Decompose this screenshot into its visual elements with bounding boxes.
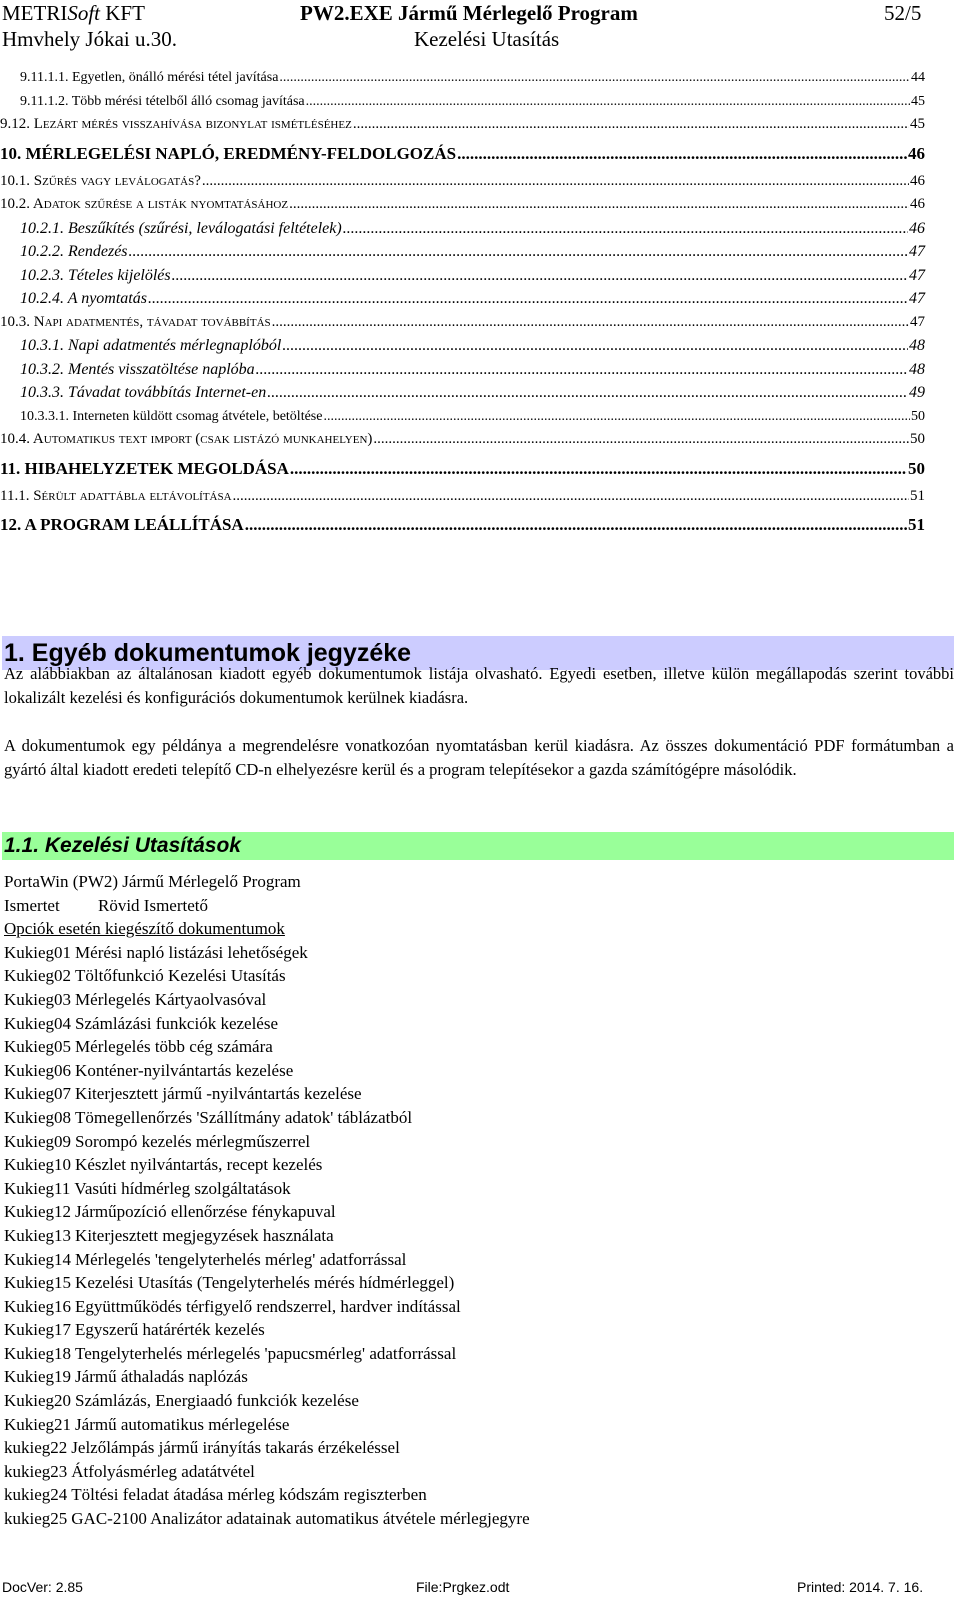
toc-entry-page: 47	[909, 266, 925, 284]
list-item	[4, 1012, 704, 1036]
document-code: Kukieg15	[4, 1273, 72, 1293]
toc-entry-page: 45	[911, 93, 925, 109]
list-item	[4, 964, 704, 988]
list-item	[4, 1224, 704, 1248]
document-code: kukieg23	[4, 1461, 68, 1481]
document-code: Kukieg19	[4, 1367, 72, 1387]
document-title: GAC-2100 Analizátor adatainak automatikus átvétele mérlegjegyre	[71, 1509, 530, 1529]
document-title: Vasúti hídmérleg szolgáltatások	[74, 1178, 291, 1198]
toc-entry[interactable]	[0, 358, 940, 382]
options-title: Opciók esetén kiegészítő dokumentumok	[4, 919, 285, 939]
list-item	[4, 1507, 704, 1531]
toc-entry-page: 46	[910, 172, 925, 189]
toc-entry[interactable]	[0, 452, 940, 485]
toc-entry-page: 50	[908, 458, 925, 478]
document-code: Kukieg02	[4, 966, 72, 986]
document-code: Kukieg16	[4, 1296, 72, 1316]
document-title: Járműpozíció ellenőrzése fénykapuval	[75, 1202, 336, 1222]
toc-dot-leader	[267, 381, 908, 405]
table-of-contents	[0, 66, 960, 541]
section-1-paragraph-2: A dokumentumok egy példánya a megrendelésre vonatkozóan nyomtatásban kerül kiadásra. Az összes dokumentáció PDF formátumban a gyártó által kiadott eredeti telepítő CD-n elhelyezésre kerül és a program telepítésekor a gazda számítógépre másolódik.	[4, 736, 954, 779]
document-code: Kukieg14	[4, 1249, 72, 1269]
document-title: Mérlegelés több cég számára	[75, 1037, 273, 1057]
toc-entry[interactable]	[0, 428, 940, 452]
toc-entry[interactable]	[0, 381, 940, 405]
toc-dot-leader	[373, 428, 909, 452]
toc-entry[interactable]	[0, 170, 940, 194]
document-code: Kukieg10	[4, 1155, 72, 1175]
list-item	[4, 1271, 704, 1295]
toc-entry-page: 46	[908, 143, 925, 163]
list-item	[4, 1460, 704, 1484]
document-title: Kezelési Utasítás (Tengelyterhelés mérés hídmérleggel)	[75, 1273, 455, 1293]
list-item	[4, 1177, 704, 1201]
list-item	[4, 1106, 704, 1130]
list-item	[4, 1248, 704, 1272]
section-1-paragraph-1: Az alábbiakban az általánosan kiadott egyéb dokumentumok listája olvasható. Egyedi esetben, illetve külön megállapodás szerint további lokalizált kezelési és konfigurációs dokumentumok kerülnek kiadásra.	[4, 664, 954, 707]
toc-dot-leader	[233, 485, 909, 509]
toc-dot-leader	[272, 311, 909, 335]
toc-entry-page: 48	[909, 337, 925, 354]
toc-dot-leader	[129, 240, 908, 264]
section-heading-1: 1. Egyéb dokumentumok jegyzéke	[2, 636, 954, 670]
list-item	[4, 941, 704, 965]
document-title: Jármű áthaladás naplózás	[75, 1367, 248, 1387]
toc-dot-leader	[323, 405, 910, 429]
toc-entry-page: 50	[910, 431, 925, 447]
header-address: Hmvhely Jókai u.30.	[2, 27, 177, 51]
toc-entry[interactable]	[0, 405, 940, 429]
toc-entry-label: 10.3.3. Távadat továbbítás Internet-en	[20, 384, 267, 401]
document-title: Tengelyterhelés mérlegelés 'papucsmérleg' adatforrással	[75, 1343, 457, 1363]
document-code: Kukieg18	[4, 1343, 72, 1363]
document-title: Átfolyásmérleg adatátvétel	[71, 1461, 255, 1481]
document-code: Kukieg05	[4, 1037, 72, 1057]
toc-dot-leader	[306, 90, 910, 114]
document-code: kukieg24	[4, 1485, 68, 1505]
list-item: Ismertet Rövid Ismertető	[4, 895, 209, 915]
toc-entry[interactable]	[0, 311, 940, 335]
list-item	[4, 1153, 704, 1177]
document-title: Egyszerű határérték kezelés	[75, 1320, 265, 1340]
toc-entry-label: 10.3.2. Mentés visszatöltése naplóba	[20, 360, 255, 378]
toc-entry-page: 51	[910, 487, 925, 504]
toc-dot-leader	[343, 217, 908, 241]
toc-dot-leader	[289, 193, 909, 217]
document-title: Töltőfunkció Kezelési Utasítás	[75, 966, 286, 986]
toc-dot-leader	[148, 287, 908, 311]
toc-entry-label: 10.2.1. Beszűkítés (szűrési, leválogatási feltételek)	[20, 219, 342, 237]
toc-entry-label: 10. MÉRLEGELÉSI NAPLÓ, EREDMÉNY-FELDOLGOZÁS	[0, 143, 457, 163]
document-code: Kukieg06	[4, 1060, 72, 1080]
toc-entry[interactable]	[0, 334, 940, 358]
document-code: kukieg25	[4, 1509, 68, 1529]
document-title: Konténer-nyilvántartás kezelése	[75, 1060, 294, 1080]
list-item	[4, 1318, 704, 1342]
toc-entry[interactable]	[0, 508, 940, 541]
toc-entry[interactable]	[0, 137, 940, 170]
header-company: METRISoft KFT	[2, 1, 145, 25]
toc-entry[interactable]	[0, 217, 940, 241]
document-title: Készlet nyilvántartás, recept kezelés	[75, 1155, 323, 1175]
toc-entry-page: 47	[910, 313, 925, 330]
list-item	[4, 1082, 704, 1106]
toc-entry-label: 10.3.1. Napi adatmentés mérlegnaplóból	[20, 337, 282, 354]
list-item: PortaWin (PW2) Jármű Mérlegelő Program	[4, 872, 301, 891]
toc-entry-label: 10.4. Automatikus text import (csak listázó munkahelyen)	[0, 431, 373, 447]
document-code: Kukieg20	[4, 1391, 72, 1411]
document-code: Kukieg01	[4, 942, 72, 962]
document-code: Kukieg11	[4, 1178, 71, 1198]
toc-entry-label: 12. A PROGRAM LEÁLLÍTÁSA	[0, 515, 244, 534]
toc-entry-page: 46	[909, 219, 925, 237]
toc-dot-leader	[353, 113, 909, 137]
list-item	[4, 1035, 704, 1059]
document-title: Jelzőlámpás jármű irányítás takarás érzékeléssel	[71, 1438, 400, 1458]
toc-entry[interactable]	[0, 485, 940, 509]
toc-entry-page: 47	[909, 290, 925, 307]
header-program-title: PW2.EXE Jármű Mérlegelő Program	[300, 1, 638, 25]
document-code: Kukieg07	[4, 1084, 72, 1104]
document-code: Kukieg17	[4, 1320, 72, 1340]
document-list	[4, 870, 704, 1531]
list-item	[4, 1342, 704, 1366]
toc-entry[interactable]	[0, 287, 940, 311]
toc-entry-page: 45	[910, 116, 925, 132]
toc-entry-page: 50	[911, 408, 925, 424]
list-item	[4, 988, 704, 1012]
list-item	[4, 1436, 704, 1460]
toc-entry-label: 9.11.1.2. Több mérési tételből álló csomag javítása	[20, 93, 305, 109]
list-item	[4, 1365, 704, 1389]
toc-entry-page: 49	[909, 384, 925, 401]
toc-dot-leader	[172, 264, 908, 288]
document-title: Számlázási funkciók kezelése	[75, 1013, 279, 1033]
document-title: Kiterjesztett megjegyzések használata	[75, 1225, 334, 1245]
toc-entry-label: 10.2.4. A nyomtatás	[20, 290, 147, 307]
toc-entry-label: 10.3.3.1. Interneten küldött csomag átvétele, betöltése	[20, 408, 323, 424]
list-item	[4, 1413, 704, 1437]
toc-entry-label: 10.2.2. Rendezés	[20, 243, 128, 260]
toc-dot-leader	[282, 334, 908, 358]
toc-entry[interactable]	[0, 90, 940, 114]
document-code: kukieg22	[4, 1438, 68, 1458]
toc-entry-page: 46	[910, 196, 925, 212]
document-title: Tömegellenőrzés 'Szállítmány adatok' táblázatból	[75, 1107, 413, 1127]
footer-file: File:Prgkez.odt	[416, 1579, 510, 1595]
document-title: Jármű automatikus mérlegelése	[75, 1414, 290, 1434]
toc-dot-leader	[279, 66, 910, 90]
document-title: Mérlegelés Kártyaolvasóval	[75, 989, 267, 1009]
document-title: Együttműködés térfigyelő rendszerrel, hardver indítással	[75, 1296, 461, 1316]
list-item	[4, 1130, 704, 1154]
toc-entry[interactable]	[0, 193, 940, 217]
document-code: Kukieg03	[4, 989, 72, 1009]
toc-dot-leader	[457, 137, 907, 170]
list-item	[4, 1200, 704, 1224]
footer-printed: Printed: 2014. 7. 16.	[797, 1579, 924, 1595]
document-code: Kukieg12	[4, 1202, 72, 1222]
section-heading-1-1: 1.1. Kezelési Utasítások	[2, 832, 954, 860]
toc-entry-label: 11. HIBAHELYZETEK MEGOLDÁSA	[0, 458, 289, 478]
document-title: Számlázás, Energiaadó funkciók kezelése	[75, 1391, 359, 1411]
list-item	[4, 1059, 704, 1083]
toc-entry-label: 10.1. Szűrés vagy leválogatás?	[0, 172, 201, 189]
toc-dot-leader	[256, 358, 908, 382]
toc-entry[interactable]	[0, 113, 940, 137]
toc-entry-label: 9.12. Lezárt mérés visszahívása bizonylat ismétléséhez	[0, 116, 352, 132]
document-code: Kukieg21	[4, 1414, 72, 1434]
toc-entry[interactable]	[0, 240, 940, 264]
toc-entry[interactable]	[0, 264, 940, 288]
toc-entry-label: 11.1. Sérült adattábla eltávolítása	[0, 487, 232, 504]
document-title: Kiterjesztett jármű -nyilvántartás kezelése	[75, 1084, 362, 1104]
toc-entry-page: 44	[911, 70, 925, 85]
document-code: Kukieg08	[4, 1107, 72, 1127]
list-item	[4, 1389, 704, 1413]
document-title: Sorompó kezelés mérlegműszerrel	[75, 1131, 311, 1151]
document-title: Mérési napló listázási lehetőségek	[75, 942, 308, 962]
document-code: Kukieg04	[4, 1013, 72, 1033]
toc-entry-page: 47	[909, 243, 925, 260]
list-item	[4, 1483, 704, 1507]
toc-entry-label: 10.2. Adatok szűrése a listák nyomtatásához	[0, 196, 289, 212]
header-doc-title: Kezelési Utasítás	[414, 27, 560, 51]
toc-entry-label: 10.3. Napi adatmentés, távadat továbbítás	[0, 313, 271, 330]
document-code: Kukieg09	[4, 1131, 72, 1151]
document-title: Mérlegelés 'tengelyterhelés mérleg' adatforrással	[75, 1249, 407, 1269]
toc-entry-label: 9.11.1.1. Egyetlen, önálló mérési tétel javítása	[20, 70, 279, 85]
document-code: Kukieg13	[4, 1225, 72, 1245]
toc-entry[interactable]	[0, 66, 940, 90]
toc-dot-leader	[290, 452, 907, 485]
document-title: Töltési feladat átadása mérleg kódszám regiszterben	[71, 1485, 427, 1505]
toc-dot-leader	[245, 508, 907, 541]
header-page-number: 52/5	[884, 1, 922, 25]
toc-entry-page: 51	[908, 515, 925, 534]
footer-docver: DocVer: 2.85	[2, 1579, 83, 1595]
toc-entry-page: 48	[909, 360, 925, 378]
list-item	[4, 1295, 704, 1319]
toc-dot-leader	[202, 170, 909, 194]
toc-entry-label: 10.2.3. Tételes kijelölés	[20, 266, 171, 284]
